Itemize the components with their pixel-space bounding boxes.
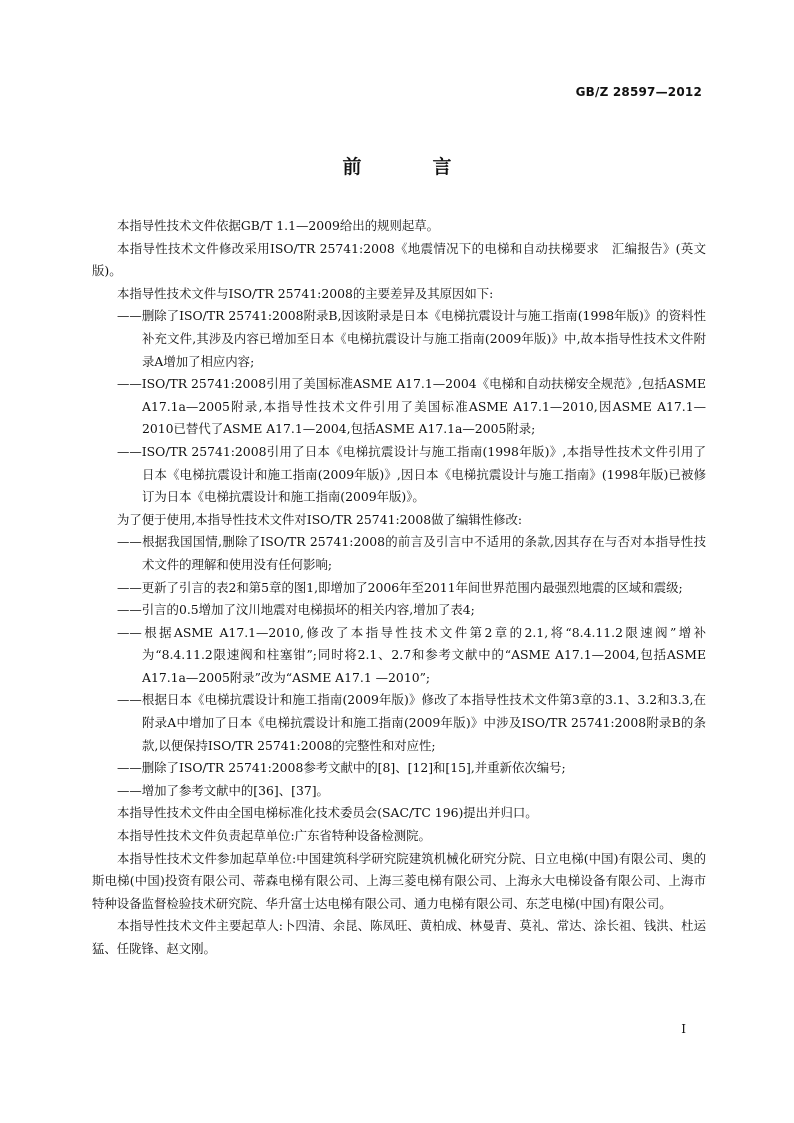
dash-item: ——根据ASME A17.1—2010,修改了本指导性技术文件第2章的2.1,将“8.4.11.2限速阀”增补为“8.4.11.2限速阀和柱塞钳”;同时将2.1、2.7和参考文献中的“ASME A17.1—2004,包括ASME A17.1a—2005附录”改为“ASME A17.1 —2010”; xyxy=(117,624,706,685)
dash-item: ——删除了ISO/TR 25741:2008附录B,因该附录是日本《电梯抗震设计与施工指南(1998年版)》的资料性补充文件,其涉及内容已增加至日本《电梯抗震设计与施工指南(2009年版)》中,故本指导性技术文件附录A增加了相应内容; xyxy=(117,308,706,369)
dash-item: ——增加了参考文献中的[36]、[37]。 xyxy=(117,782,329,798)
paragraph: 本指导性技术文件由全国电梯标准化技术委员会(SAC/TC 196)提出并归口。 xyxy=(117,805,538,821)
dash-item: ——ISO/TR 25741:2008引用了美国标准ASME A17.1—2004《电梯和自动扶梯安全规范》,包括ASME A17.1a—2005附录,本指导性技术文件引用了美国标准ASME A17.1—2010,因ASME A17.1—2010已替代了ASME A17.1—2004,包括ASME A17.1a—2005附录; xyxy=(117,376,706,437)
standard-code: GB/Z 28597—2012 xyxy=(575,85,702,99)
paragraph: 本指导性技术文件依据GB/T 1.1—2009给出的规则起草。 xyxy=(117,218,440,233)
foreword-body xyxy=(92,215,706,961)
page-number: I xyxy=(681,1022,686,1036)
paragraph: 本指导性技术文件修改采用ISO/TR 25741:2008《地震情况下的电梯和自动扶梯要求 汇编报告》(英文版)。 xyxy=(92,240,706,279)
paragraph: 本指导性技术文件参加起草单位:中国建筑科学研究院建筑机械化研究分院、日立电梯(中国)有限公司、奥的斯电梯(中国)投资有限公司、蒂森电梯有限公司、上海三菱电梯有限公司、上海永大电梯设备有限公司、上海市特种设备监督检验技术研究院、华升富士达电梯有限公司、通力电梯有限公司、东芝电梯(中国)有限公司。 xyxy=(92,850,706,911)
dash-item: ——根据我国国情,删除了ISO/TR 25741:2008的前言及引言中不适用的条款,因其存在与否对本指导性技术文件的理解和使用没有任何影响; xyxy=(117,534,706,572)
dash-item: ——引言的0.5增加了汶川地震对电梯损坏的相关内容,增加了表4; xyxy=(117,602,475,618)
dash-item: ——ISO/TR 25741:2008引用了日本《电梯抗震设计与施工指南(1998年版)》,本指导性技术文件引用了日本《电梯抗震设计和施工指南(2009年版)》,因日本《电梯抗震设计与施工指南》(1998年版)已被修订为日本《电梯抗震设计和施工指南(2009年版)》。 xyxy=(117,443,706,505)
dash-item: ——删除了ISO/TR 25741:2008参考文献中的[8]、[12]和[15],并重新依次编号; xyxy=(117,760,566,776)
paragraph: 为了便于使用,本指导性技术文件对ISO/TR 25741:2008做了编辑性修改: xyxy=(117,511,523,527)
paragraph: 本指导性技术文件负责起草单位:广东省特种设备检测院。 xyxy=(117,828,431,844)
page-title: 前 言 xyxy=(342,156,478,178)
paragraph: 本指导性技术文件与ISO/TR 25741:2008的主要差异及其原因如下: xyxy=(117,285,494,301)
paragraph: 本指导性技术文件主要起草人:卜四清、余昆、陈凤旺、黄柏成、林曼青、莫礼、常达、涂长祖、钱洪、杜运猛、任陇锋、赵文刚。 xyxy=(92,918,706,956)
dash-item: ——根据日本《电梯抗震设计和施工指南(2009年版)》修改了本指导性技术文件第3章的3.1、3.2和3.3,在附录A中增加了日本《电梯抗震设计和施工指南(2009年版)》中涉及ISO/TR 25741:2008附录B的条款,以便保持ISO/TR 25741:2008的完整性和对应性; xyxy=(117,692,706,753)
dash-item: ——更新了引言的表2和第5章的图1,即增加了2006年至2011年间世界范围内最强烈地震的区域和震级; xyxy=(117,579,683,595)
